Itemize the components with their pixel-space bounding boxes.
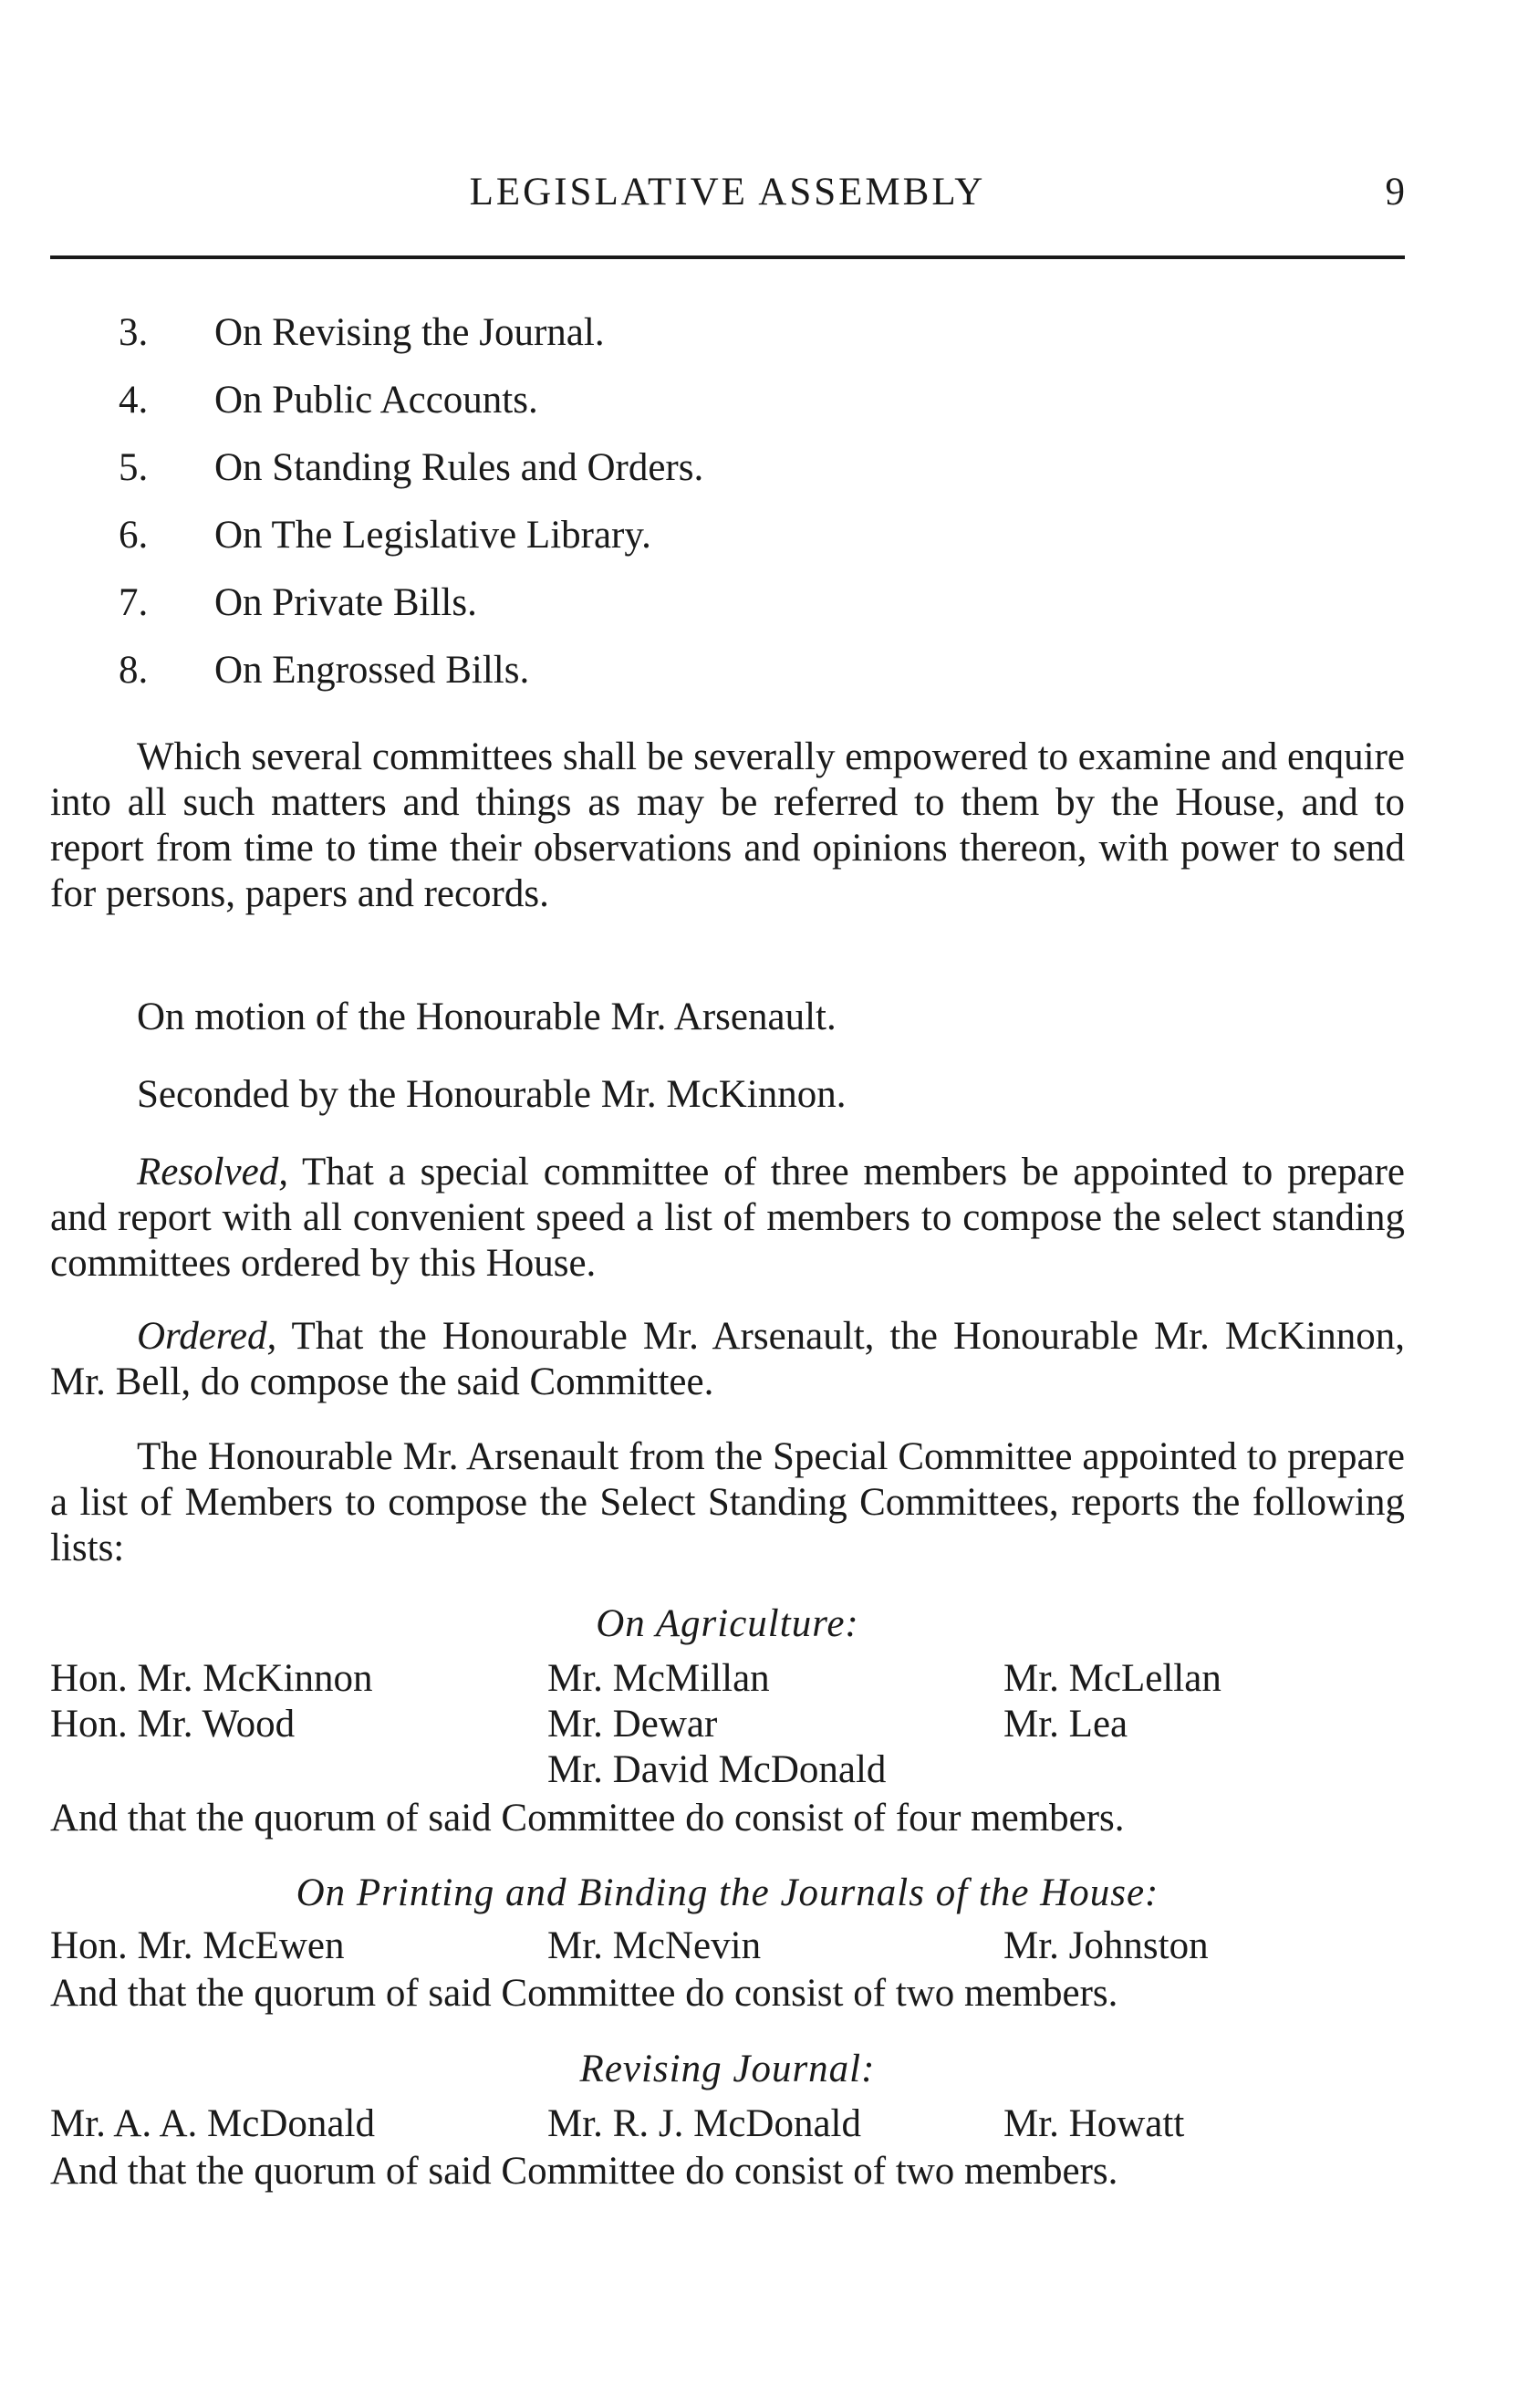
member-name: Hon. Mr. Wood bbox=[50, 1703, 296, 1746]
list-item bbox=[119, 580, 703, 648]
member-name: Mr. McMillan bbox=[547, 1657, 770, 1700]
list-item-number: 3. bbox=[119, 311, 149, 354]
paragraph-resolved bbox=[50, 1150, 1405, 1287]
member-name: Mr. McLellan bbox=[1003, 1657, 1221, 1700]
page-number: 9 bbox=[1385, 171, 1405, 214]
paragraph-seconded: Seconded by the Honourable Mr. McKinnon. bbox=[137, 1073, 847, 1116]
list-item-number: 8. bbox=[119, 649, 149, 692]
member-name: Mr. Johnston bbox=[1003, 1924, 1209, 1967]
list-item-text: On Revising the Journal. bbox=[214, 311, 605, 354]
list-item-number: 5. bbox=[119, 446, 149, 489]
member-name: Mr. Dewar bbox=[547, 1703, 718, 1746]
quorum-agriculture: And that the quorum of said Committee do consist of four members. bbox=[50, 1797, 1125, 1840]
member-name: Mr. Howatt bbox=[1003, 2102, 1185, 2145]
member-name: Hon. Mr. McKinnon bbox=[50, 1657, 373, 1700]
paragraph-motion: On motion of the Honourable Mr. Arsenault. bbox=[137, 996, 837, 1038]
member-name: Mr. R. J. McDonald bbox=[547, 2102, 861, 2145]
list-item bbox=[119, 648, 703, 715]
paragraph-report: The Honourable Mr. Arsenault from the Special Committee appointed to prepare a list of Members to compose the Select Standing Committees, reports the following lists: bbox=[50, 1435, 1405, 1569]
header-rule bbox=[50, 255, 1405, 259]
resolved-text: That a special committee of three members be appointed to prepare and report with all convenient speed a list of members to compose the select standing committees ordered by this House. bbox=[50, 1151, 1405, 1285]
list-item bbox=[119, 513, 703, 580]
member-name: Mr. McNevin bbox=[547, 1924, 762, 1967]
member-name: Mr. Lea bbox=[1003, 1703, 1128, 1746]
list-item-text: On Public Accounts. bbox=[214, 379, 538, 422]
member-name: Mr. David McDonald bbox=[547, 1748, 887, 1791]
list-item-number: 6. bbox=[119, 514, 149, 557]
list-item-text: On Engrossed Bills. bbox=[214, 649, 530, 692]
list-item bbox=[119, 445, 703, 513]
paragraph-empowered: Which several committees shall be severally empowered to examine and enquire into all such matters and things as may be referred to them by the House, and to report from time to time their observations and opinions thereon, with power to send for persons, papers and records. bbox=[50, 735, 1405, 915]
page-header bbox=[50, 164, 1405, 219]
list-item bbox=[119, 310, 703, 378]
resolved-label: Resolved, bbox=[137, 1151, 288, 1194]
list-item-number: 4. bbox=[119, 379, 149, 422]
section-heading-agriculture: On Agriculture: bbox=[596, 1602, 859, 1645]
member-name: Mr. A. A. McDonald bbox=[50, 2102, 375, 2145]
quorum-revising: And that the quorum of said Committee do consist of two members. bbox=[50, 2150, 1118, 2193]
committee-list bbox=[119, 310, 703, 715]
section-heading-revising: Revising Journal: bbox=[579, 2048, 876, 2090]
list-item-text: On Private Bills. bbox=[214, 581, 477, 624]
ordered-label: Ordered, bbox=[137, 1315, 277, 1358]
list-item-text: On The Legislative Library. bbox=[214, 514, 651, 557]
list-item bbox=[119, 378, 703, 445]
list-item-number: 7. bbox=[119, 581, 149, 624]
ordered-text: That the Honourable Mr. Arsenault, the Honourable Mr. McKinnon, Mr. Bell, do compose the said Committee. bbox=[50, 1315, 1405, 1403]
paragraph-ordered bbox=[50, 1314, 1405, 1405]
running-head-title: LEGISLATIVE ASSEMBLY bbox=[469, 171, 986, 214]
section-heading-printing: On Printing and Binding the Journals of the House: bbox=[296, 1871, 1159, 1914]
member-name: Hon. Mr. McEwen bbox=[50, 1924, 345, 1967]
list-item-text: On Standing Rules and Orders. bbox=[214, 446, 704, 489]
quorum-printing: And that the quorum of said Committee do consist of two members. bbox=[50, 1972, 1118, 2015]
